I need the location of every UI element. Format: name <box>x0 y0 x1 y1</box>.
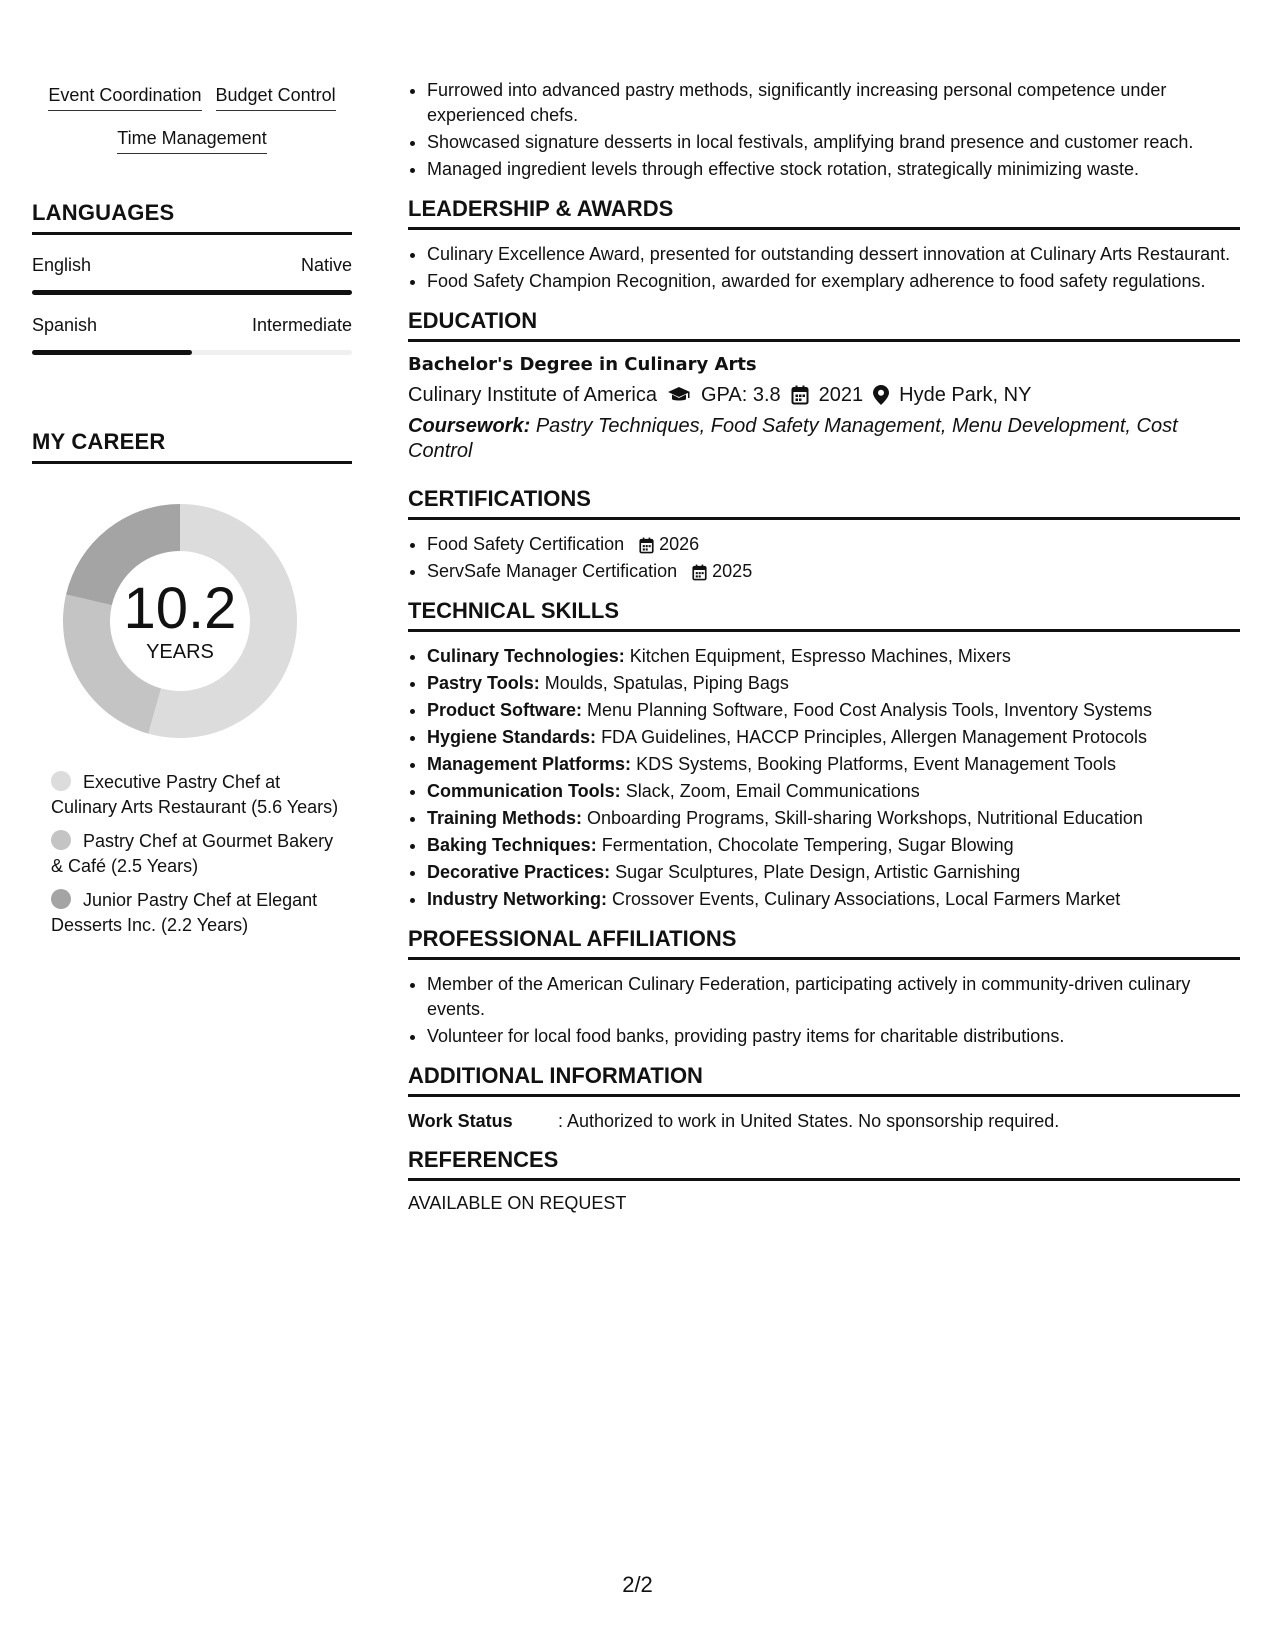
skill-value: KDS Systems, Booking Platforms, Event Management Tools <box>636 754 1116 774</box>
certification-item <box>427 532 1240 557</box>
career-legend-item <box>51 770 341 820</box>
affiliation-item: • Member of the American Culinary Federation, participating actively in community-driven culinary events. <box>427 972 1240 1022</box>
career-heading: MY CAREER <box>32 429 352 464</box>
certification-year: 2026 <box>659 534 700 554</box>
award-item: • Culinary Excellence Award, presented for outstanding dessert innovation at Culinary Arts Restaurant. <box>427 242 1240 267</box>
skill-label: Industry Networking: <box>427 889 608 909</box>
references-heading: REFERENCES <box>408 1147 1240 1181</box>
school-name: Culinary Institute of America <box>408 384 657 406</box>
career-role-label: Junior Pastry Chef at Elegant Desserts Inc. (2.2 Years) <box>51 890 318 935</box>
leadership-section <box>408 196 1240 294</box>
language-bar-fill <box>32 350 192 355</box>
skill-item <box>427 833 1240 858</box>
skill-label: Communication Tools: <box>427 781 621 801</box>
calendar-icon <box>791 385 809 405</box>
affiliation-item: • Volunteer for local food banks, providing pastry items for charitable distributions. <box>427 1024 1240 1049</box>
experience-bullet: • Furrowed into advanced pastry methods, significantly increasing personal competence under experienced chefs. <box>427 78 1240 128</box>
skill-item <box>427 860 1240 885</box>
coursework-label: Coursework: <box>408 415 531 437</box>
degree-title: Bachelor's Degree in Culinary Arts <box>408 354 757 375</box>
education-section <box>408 308 1240 464</box>
calendar-icon <box>692 564 707 581</box>
references-text: AVAILABLE ON REQUEST <box>408 1193 627 1213</box>
skill-label: Hygiene Standards: <box>427 727 597 747</box>
skill-tag: Time Management <box>117 127 266 154</box>
language-bar-fill <box>32 290 352 295</box>
skill-label: Pastry Tools: <box>427 673 540 693</box>
languages-section <box>32 200 352 355</box>
school-location: Hyde Park, NY <box>899 384 1032 406</box>
legend-dot-icon <box>51 830 71 850</box>
page-number: 2/2 <box>622 1572 653 1597</box>
skill-value: Onboarding Programs, Skill-sharing Workshops, Nutritional Education <box>587 808 1143 828</box>
career-legend-item <box>51 829 341 879</box>
skill-value: Menu Planning Software, Food Cost Analysis Tools, Inventory Systems <box>587 700 1152 720</box>
skill-label: Decorative Practices: <box>427 862 611 882</box>
career-total-value: 10.2 <box>123 575 237 641</box>
technical-skills-section <box>408 598 1240 912</box>
skills-tags <box>32 84 352 170</box>
skill-value: Kitchen Equipment, Espresso Machines, Mixers <box>629 646 1011 666</box>
language-bar <box>32 350 352 355</box>
skill-value: FDA Guidelines, HACCP Principles, Allergen Management Protocols <box>601 727 1147 747</box>
skill-item <box>427 887 1240 912</box>
skill-value: Fermentation, Chocolate Tempering, Sugar Blowing <box>601 835 1014 855</box>
coursework-list: Pastry Techniques, Food Safety Management, Menu Development, Cost Control <box>408 415 1178 462</box>
skill-item <box>427 644 1240 669</box>
skill-label: Management Platforms: <box>427 754 632 774</box>
technical-skills-heading: TECHNICAL SKILLS <box>408 598 1240 632</box>
experience-bullets <box>408 78 1240 182</box>
work-status-value: : Authorized to work in United States. No sponsorship required. <box>558 1111 1060 1131</box>
skill-value: Crossover Events, Culinary Associations, Local Farmers Market <box>612 889 1121 909</box>
map-pin-icon <box>873 385 889 405</box>
skill-label: Baking Techniques: <box>427 835 597 855</box>
experience-bullet: • Showcased signature desserts in local festivals, amplifying brand presence and customer reach. <box>427 130 1240 155</box>
skill-item <box>427 779 1240 804</box>
certification-name: ServSafe Manager Certification <box>427 561 678 581</box>
legend-dot-icon <box>51 771 71 791</box>
graduation-cap-icon <box>667 386 691 404</box>
skill-label: Culinary Technologies: <box>427 646 625 666</box>
education-heading: EDUCATION <box>408 308 1240 342</box>
gpa: GPA: 3.8 <box>701 384 781 406</box>
certification-item <box>427 559 1240 584</box>
career-legend-item <box>51 888 341 938</box>
certifications-heading: CERTIFICATIONS <box>408 486 1240 520</box>
skill-item <box>427 725 1240 750</box>
skill-item <box>427 752 1240 777</box>
skill-value: Slack, Zoom, Email Communications <box>625 781 920 801</box>
career-role-label: Executive Pastry Chef at Culinary Arts Restaurant (5.6 Years) <box>51 772 339 817</box>
certification-name: Food Safety Certification <box>427 534 625 554</box>
language-item <box>32 315 352 355</box>
right-column <box>408 78 1240 1214</box>
skill-item <box>427 671 1240 696</box>
leadership-heading: LEADERSHIP & AWARDS <box>408 196 1240 230</box>
career-legend <box>51 770 341 938</box>
skill-value: Moulds, Spatulas, Piping Bags <box>544 673 789 693</box>
left-column <box>32 84 352 947</box>
award-item: • Food Safety Champion Recognition, awarded for exemplary adherence to food safety regulations. <box>427 269 1240 294</box>
career-role-label: Pastry Chef at Gourmet Bakery & Café (2.5 Years) <box>51 831 334 876</box>
skill-tag: Budget Control <box>216 84 336 111</box>
language-name: Spanish <box>32 315 98 335</box>
skill-label: Training Methods: <box>427 808 582 828</box>
work-status-key: Work Status <box>408 1111 513 1131</box>
graduation-year: 2021 <box>818 384 864 406</box>
experience-bullet: • Managed ingredient levels through effective stock rotation, strategically minimizing waste. <box>427 157 1240 182</box>
languages-heading: LANGUAGES <box>32 200 352 235</box>
coursework <box>408 414 1240 464</box>
career-total-unit: YEARS <box>146 640 214 663</box>
language-level: Intermediate <box>251 315 352 335</box>
career-section <box>32 429 352 938</box>
language-bar <box>32 290 352 295</box>
references-section <box>408 1147 1240 1214</box>
language-item <box>32 255 352 295</box>
affiliations-heading: PROFESSIONAL AFFILIATIONS <box>408 926 1240 960</box>
skill-value: Sugar Sculptures, Plate Design, Artistic Garnishing <box>615 862 1021 882</box>
skill-tag: Event Coordination <box>48 84 201 111</box>
career-donut-chart <box>55 496 305 746</box>
calendar-icon <box>639 537 654 554</box>
legend-dot-icon <box>51 889 71 909</box>
skill-item <box>427 698 1240 723</box>
education-details <box>408 382 1240 408</box>
affiliations-section <box>408 926 1240 1049</box>
additional-info-section <box>408 1063 1240 1133</box>
skill-label: Product Software: <box>427 700 583 720</box>
additional-info-heading: ADDITIONAL INFORMATION <box>408 1063 1240 1097</box>
certifications-section <box>408 486 1240 584</box>
certification-year: 2025 <box>712 561 753 581</box>
language-level: Native <box>300 255 352 275</box>
language-name: English <box>32 255 92 275</box>
work-status-row <box>408 1109 1240 1133</box>
skill-item <box>427 806 1240 831</box>
